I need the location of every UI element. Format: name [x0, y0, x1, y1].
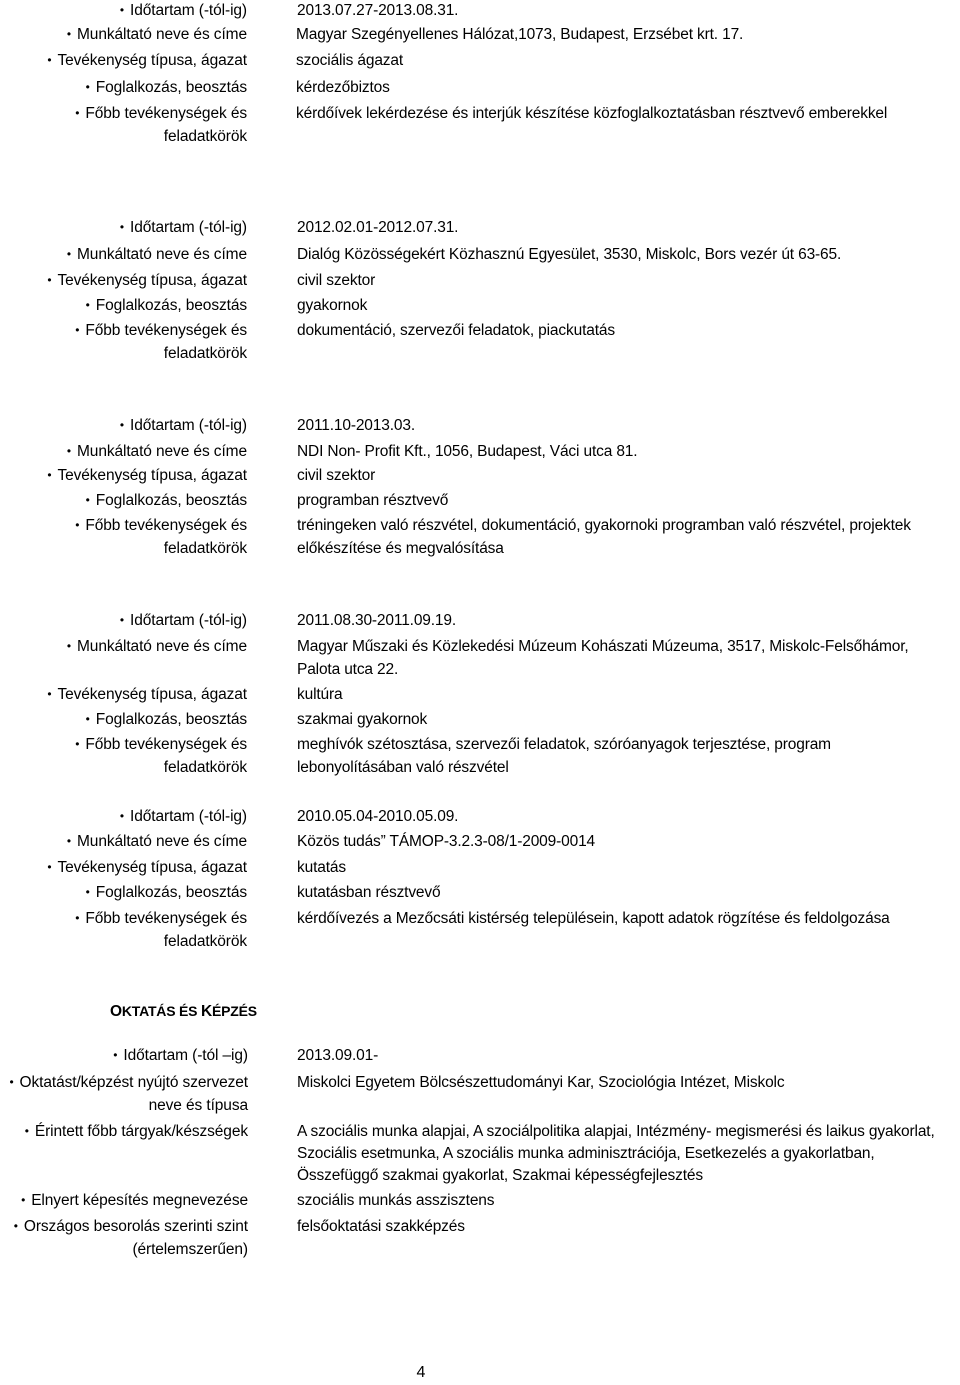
sector-label: • Tevékenység típusa, ágazat	[47, 270, 247, 292]
duties-label-cont: feladatkörök	[163, 540, 247, 557]
qualification-value: szociális munkás asszisztens	[297, 1192, 495, 1209]
duties-label: • Főbb tevékenységek és	[75, 103, 247, 125]
sector-value: civil szektor	[297, 272, 376, 289]
sector-label: • Tevékenység típusa, ágazat	[47, 465, 247, 487]
period-label: • Időtartam (-tól-ig)	[120, 415, 247, 437]
level-label: • Országos besorolás szerinti szint	[14, 1216, 248, 1238]
period-value: 2011.08.30-2011.09.19.	[297, 612, 457, 629]
duties-value-cont: előkészítése és megvalósítása	[297, 540, 504, 557]
duties-value: dokumentáció, szervezői feladatok, piackutatás	[297, 322, 615, 339]
page-number: 4	[416, 1364, 426, 1381]
duties-label: • Főbb tevékenységek és	[75, 908, 247, 930]
duties-value: tréningeken való részvétel, dokumentáció, gyakornoki programban való részvétel, projektek	[297, 517, 911, 534]
position-label: • Foglalkozás, beosztás	[86, 77, 247, 99]
position-label: • Foglalkozás, beosztás	[86, 882, 247, 904]
employer-label: • Munkáltató neve és címe	[67, 441, 247, 463]
employer-label: • Munkáltató neve és címe	[67, 244, 247, 266]
period-label: • Időtartam (-tól-ig)	[120, 610, 247, 632]
sector-value: kultúra	[297, 686, 343, 703]
position-label: • Foglalkozás, beosztás	[86, 490, 247, 512]
edu-period-label: • Időtartam (-tól –ig)	[113, 1045, 248, 1067]
duties-value: meghívók szétosztása, szervezői feladatok, szóróanyagok terjesztése, program	[297, 736, 831, 753]
sector-label: • Tevékenység típusa, ágazat	[47, 50, 247, 72]
sector-value: szociális ágazat	[296, 52, 404, 69]
level-value: felsőoktatási szakképzés	[297, 1218, 465, 1235]
period-value: 2012.02.01-2012.07.31.	[297, 219, 459, 236]
position-label: • Foglalkozás, beosztás	[86, 709, 247, 731]
period-value: 2010.05.04-2010.05.09.	[297, 808, 459, 825]
qualification-label: • Elnyert képesítés megnevezése	[21, 1190, 248, 1212]
duties-label: • Főbb tevékenységek és	[75, 515, 247, 537]
position-value: gyakornok	[297, 297, 368, 314]
employer-value: Közös tudás” TÁMOP-3.2.3-08/1-2009-0014	[297, 833, 596, 850]
duties-label-cont: feladatkörök	[163, 128, 247, 145]
sector-label: • Tevékenység típusa, ágazat	[47, 684, 247, 706]
sector-label: • Tevékenység típusa, ágazat	[47, 857, 247, 879]
duties-label-cont: feladatkörök	[163, 933, 247, 950]
duties-value: kérdőívek lekérdezése és interjúk készítése közfoglalkoztatásban résztvevő emberekkel	[296, 105, 888, 122]
position-value: programban résztvevő	[297, 492, 449, 509]
sector-value: kutatás	[297, 859, 346, 876]
position-label: • Foglalkozás, beosztás	[86, 295, 247, 317]
period-label: • Időtartam (-tól-ig)	[120, 0, 247, 22]
edu-period-value: 2013.09.01-	[297, 1047, 379, 1064]
subjects-value-3: Összefüggő szakmai gyakorlat, Szakmai képességfejlesztés	[297, 1167, 703, 1184]
period-label: • Időtartam (-tól-ig)	[120, 217, 247, 239]
period-label: • Időtartam (-tól-ig)	[120, 806, 247, 828]
employer-value-cont: Palota utca 22.	[297, 661, 399, 678]
duties-label-cont: feladatkörök	[163, 759, 247, 776]
employer-value: Magyar Műszaki és Közlekedési Múzeum Kohászati Múzeuma, 3517, Miskolc-Felsőhámor,	[297, 638, 909, 655]
employer-value: NDI Non- Profit Kft., 1056, Budapest, Váci utca 81.	[297, 443, 638, 460]
duties-value: kérdőívezés a Mezőcsáti kistérség településein, kapott adatok rögzítése és feldolgozása	[297, 910, 890, 927]
employer-value: Dialóg Közösségekért Közhasznú Egyesület, 3530, Miskolc, Bors vezér út 63-65.	[297, 246, 842, 263]
institution-label-cont: neve és típusa	[148, 1097, 248, 1114]
subjects-label: • Érintett főbb tárgyak/készségek	[25, 1121, 248, 1143]
education-heading: OKTATÁS ÉS KÉPZÉS	[110, 1003, 257, 1020]
position-value: szakmai gyakornok	[297, 711, 428, 728]
position-value: kérdezőbiztos	[296, 79, 390, 96]
employer-label: • Munkáltató neve és címe	[67, 831, 247, 853]
subjects-value-2: Szociális esetmunka, A szociális munka adminisztrációja, Esetkezelés a gyakorlatban,	[297, 1145, 875, 1162]
duties-label: • Főbb tevékenységek és	[75, 320, 247, 342]
period-value: 2011.10-2013.03.	[297, 417, 415, 434]
institution-label: • Oktatást/képzést nyújtó szervezet	[9, 1072, 248, 1094]
subjects-value-1: A szociális munka alapjai, A szociálpolitika alapjai, Intézmény- megismerési és laikus gyakorlat,	[297, 1123, 935, 1140]
level-label-cont: (értelemszerűen)	[132, 1241, 248, 1258]
sector-value: civil szektor	[297, 467, 376, 484]
employer-label: • Munkáltató neve és címe	[67, 24, 247, 46]
period-value: 2013.07.27-2013.08.31.	[297, 2, 459, 19]
employer-value: Magyar Szegényellenes Hálózat,1073, Budapest, Erzsébet krt. 17.	[296, 26, 744, 43]
duties-label-cont: feladatkörök	[163, 345, 247, 362]
institution-value: Miskolci Egyetem Bölcsészettudományi Kar, Szociológia Intézet, Miskolc	[297, 1074, 785, 1091]
duties-value-cont: lebonyolításában való részvétel	[297, 759, 509, 776]
position-value: kutatásban résztvevő	[297, 884, 441, 901]
employer-label: • Munkáltató neve és címe	[67, 636, 247, 658]
duties-label: • Főbb tevékenységek és	[75, 734, 247, 756]
